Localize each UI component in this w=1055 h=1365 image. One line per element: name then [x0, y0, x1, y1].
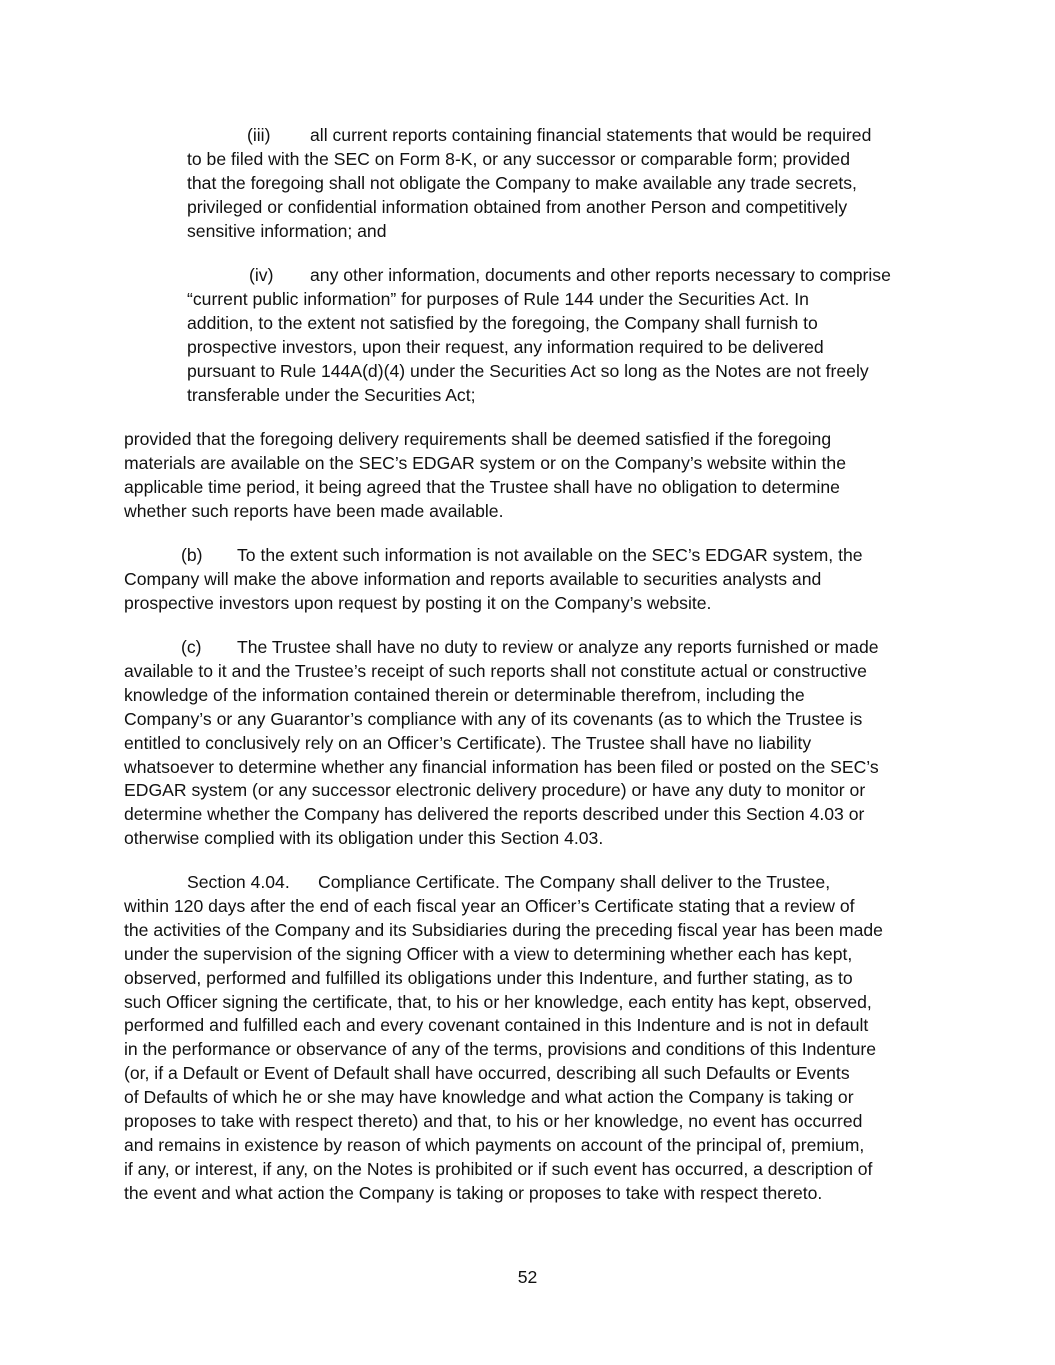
text-line: available to it and the Trustee’s receipt of such reports shall not constitute actual or constructive [124, 660, 867, 681]
text-line: Company’s or any Guarantor’s compliance with any of its covenants (as to which the Trustee is [124, 708, 863, 729]
text-line: observed, performed and fulfilled its obligations under this Indenture, and further stating, as to [124, 967, 853, 988]
text-line: provided that the foregoing delivery requirements shall be deemed satisfied if the foregoing [124, 429, 832, 449]
text-line: if any, or interest, if any, on the Notes is prohibited or if such event has occurred, a description of [124, 1158, 873, 1179]
text-line: otherwise complied with its obligation under this Section 4.03. [124, 828, 604, 849]
text-line: of Defaults of which he or she may have knowledge and what action the Company is taking or [124, 1087, 854, 1108]
text-line: whether such reports have been made available. [124, 500, 504, 521]
text-line: all current reports containing financial statements that would be required [310, 125, 872, 145]
clause-label: (c) [181, 637, 202, 657]
text-line: EDGAR system (or any successor electronic delivery procedure) or have any duty to monitor or [124, 780, 866, 801]
text-line: knowledge of the information contained therein or determinable therefrom, including the [124, 684, 805, 705]
text-line: privileged or confidential information obtained from another Person and competitively [187, 196, 848, 217]
text-line: The Trustee shall have no duty to review or analyze any reports furnished or made [237, 637, 879, 657]
clause-label: (b) [181, 545, 203, 565]
text-line: prospective investors, upon their request, any information required to be delivered [187, 336, 824, 357]
clause-iv [187, 264, 932, 407]
clause-iii [187, 124, 932, 244]
text-line: applicable time period, it being agreed that the Trustee shall have no obligation to determine [124, 476, 840, 497]
text-line: the activities of the Company and its Subsidiaries during the preceding fiscal year has been made [124, 919, 883, 940]
text-line: (or, if a Default or Event of Default shall have occurred, describing all such Defaults or Events [124, 1063, 850, 1084]
text-line: transferable under the Securities Act; [187, 384, 476, 405]
text-line: to be filed with the SEC on Form 8-K, or any successor or comparable form; provided [187, 148, 850, 169]
text-line: prospective investors upon request by posting it on the Company’s website. [124, 592, 712, 613]
clause-label: (iv) [249, 265, 274, 285]
text-line: that the foregoing shall not obligate the Company to make available any trade secrets, [187, 172, 857, 193]
page-number: 52 [517, 1267, 538, 1287]
text-line: determine whether the Company has delivered the reports described under this Section 4.03 or [124, 804, 865, 825]
clause-b [124, 544, 936, 616]
text-line: within 120 days after the end of each fiscal year an Officer’s Certificate stating that a review of [124, 895, 855, 916]
text-line: Compliance Certificate. The Company shall deliver to the Trustee, [318, 872, 831, 892]
text-line: entitled to conclusively rely on an Officer’s Certificate). The Trustee shall have no liability [124, 732, 812, 753]
proviso-paragraph [124, 428, 936, 524]
text-line: To the extent such information is not available on the SEC’s EDGAR system, the [237, 545, 863, 565]
text-line: such Officer signing the certificate, that, to his or her knowledge, each entity has kept, observed, [124, 991, 872, 1012]
text-line: any other information, documents and other reports necessary to comprise [310, 265, 891, 285]
section-4-04 [124, 871, 936, 1206]
text-line: under the supervision of the signing Officer with a view to determining whether each has kept, [124, 943, 853, 964]
text-line: whatsoever to determine whether any financial information has been filed or posted on the SEC’s [124, 756, 879, 777]
clause-label: (iii) [247, 125, 271, 145]
text-line: “current public information” for purposes of Rule 144 under the Securities Act. In [187, 288, 809, 309]
text-line: Company will make the above information and reports available to securities analysts and [124, 568, 822, 589]
clause-c [124, 636, 936, 851]
text-line: addition, to the extent not satisfied by the foregoing, the Company shall furnish to [187, 312, 818, 333]
text-line: pursuant to Rule 144A(d)(4) under the Securities Act so long as the Notes are not freely [187, 360, 869, 381]
text-line: in the performance or observance of any of the terms, provisions and conditions of this Indenture [124, 1039, 877, 1060]
text-line: materials are available on the SEC’s EDGAR system or on the Company’s website within the [124, 452, 847, 473]
section-heading: Section 4.04. [187, 872, 290, 892]
text-line: and remains in existence by reason of which payments on account of the principal of, premium, [124, 1134, 865, 1155]
text-line: proposes to take with respect thereto) and that, to his or her knowledge, no event has occurred [124, 1111, 863, 1132]
text-line: the event and what action the Company is taking or proposes to take with respect thereto. [124, 1182, 823, 1203]
text-line: performed and fulfilled each and every covenant contained in this Indenture and is not in default [124, 1015, 869, 1036]
text-line: sensitive information; and [187, 220, 387, 241]
